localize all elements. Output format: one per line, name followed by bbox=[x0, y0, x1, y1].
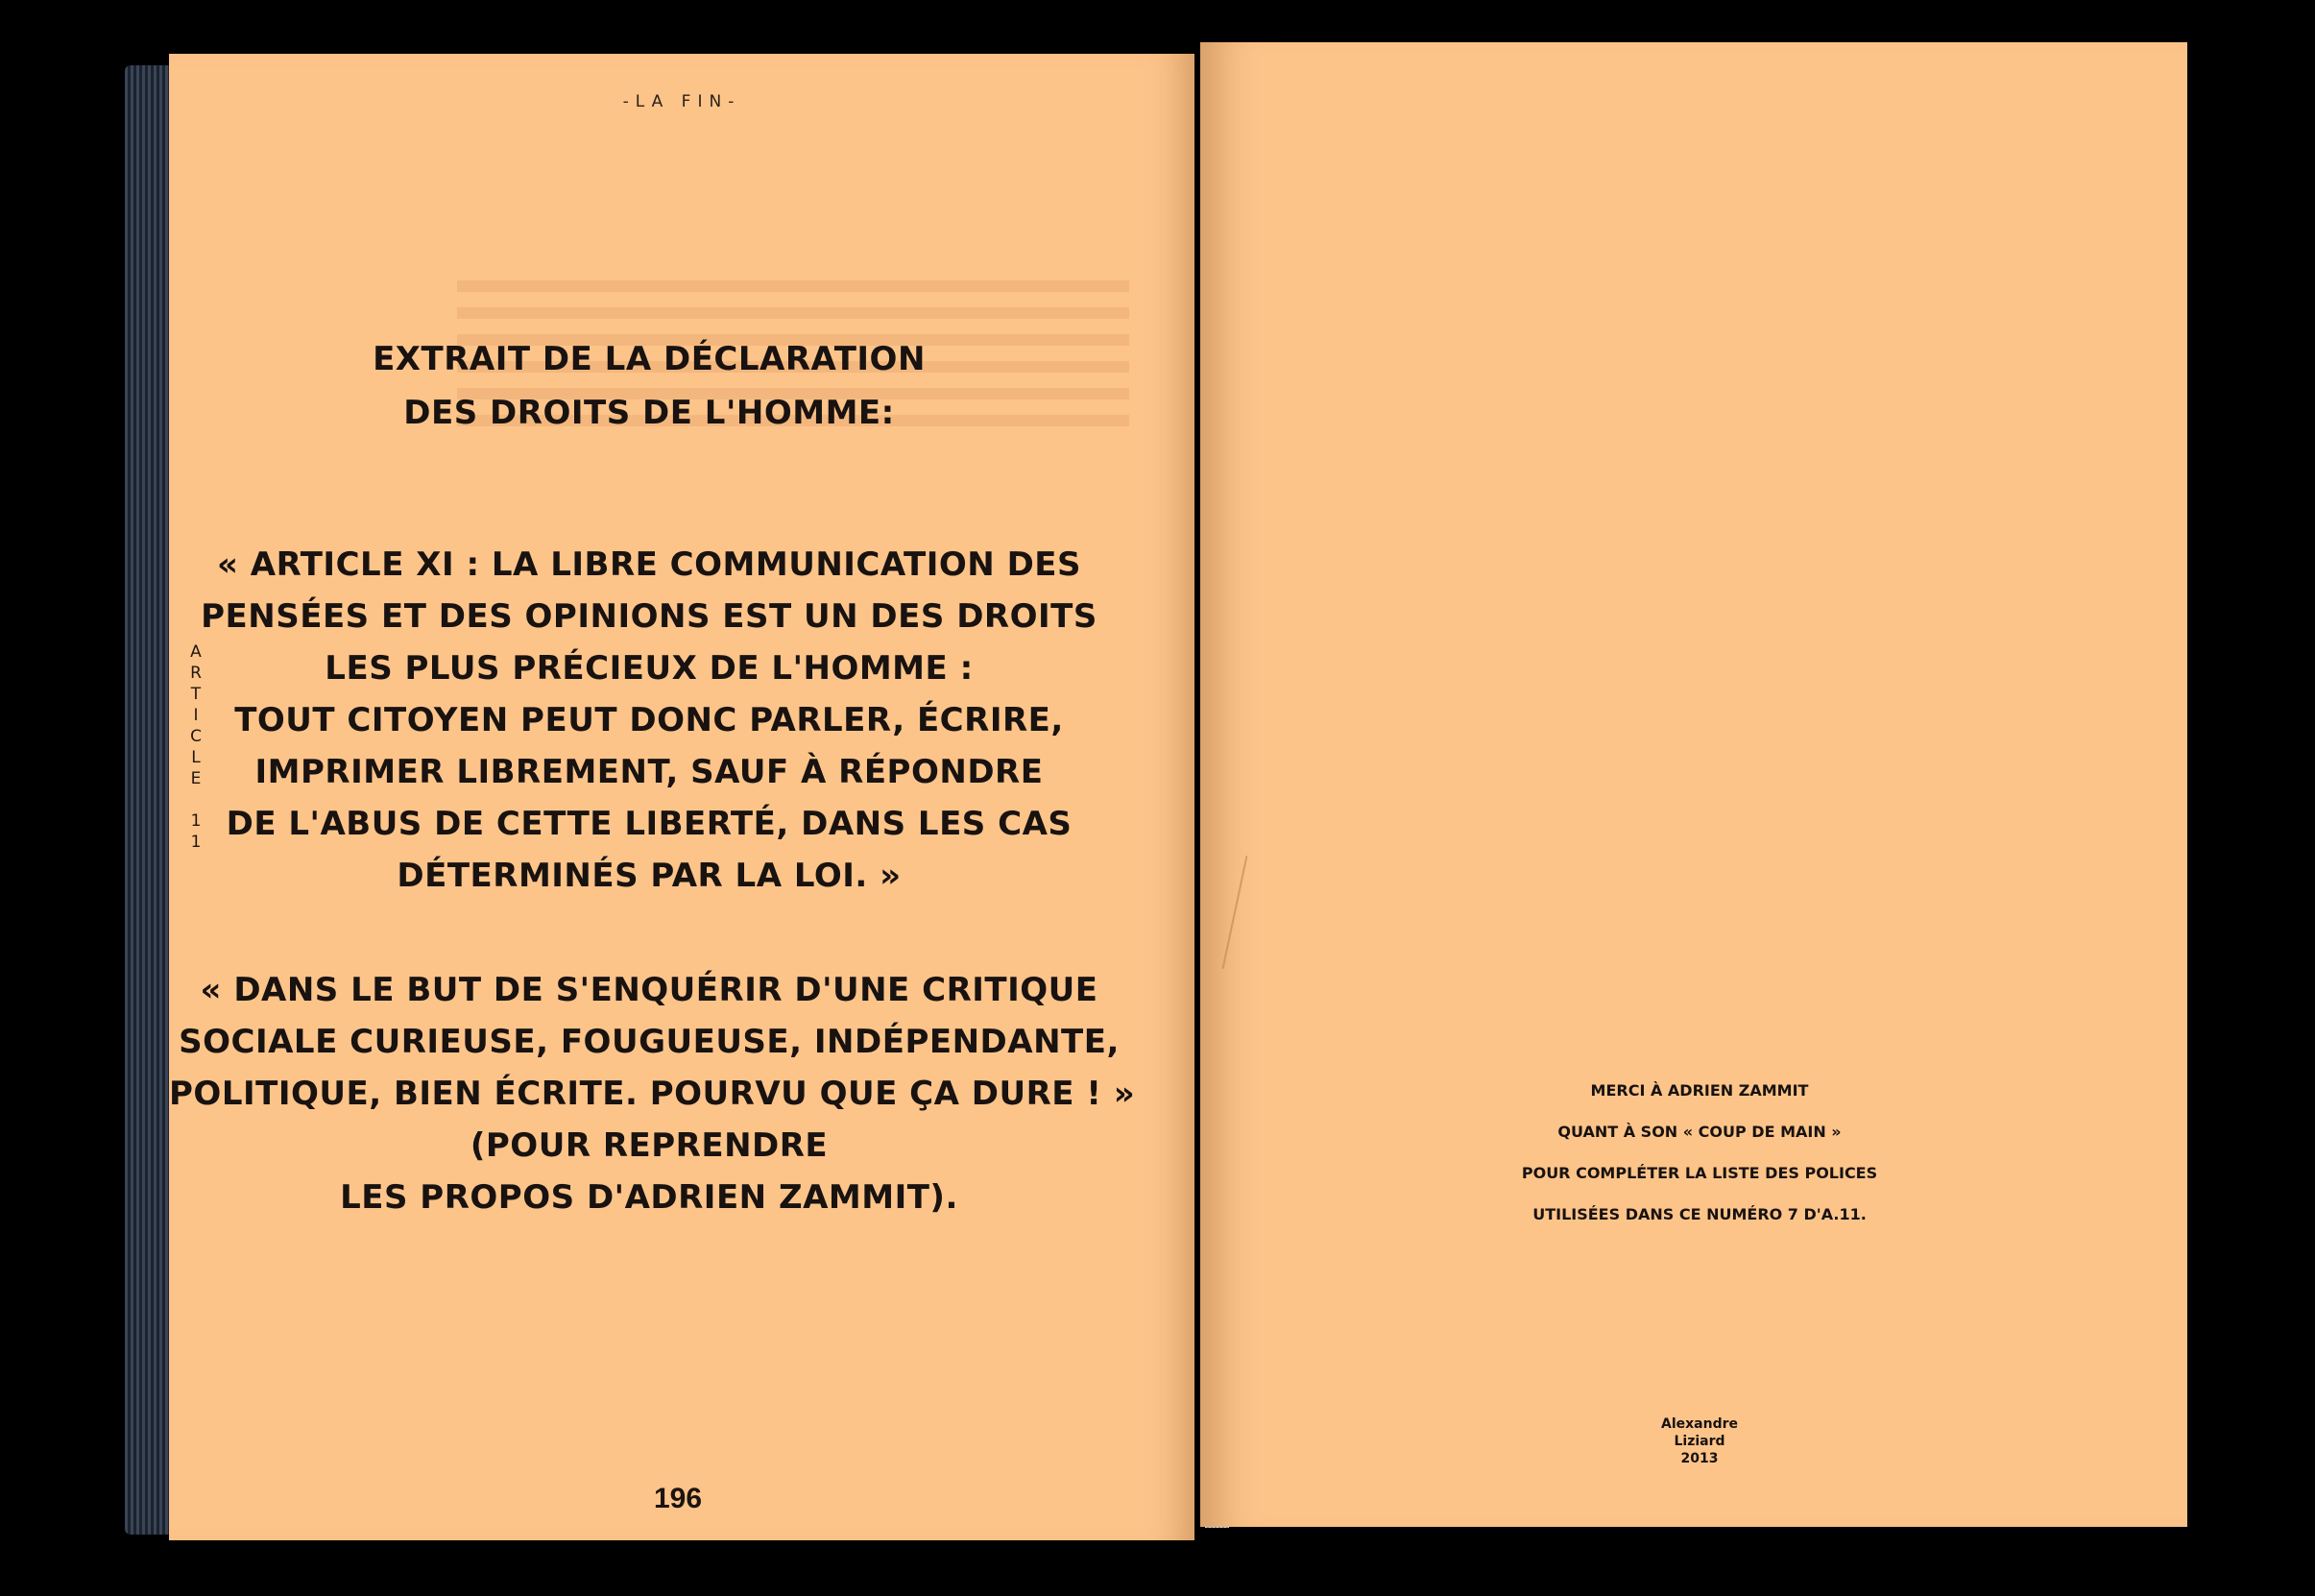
thanks-line: QUANT À SON « COUP DE MAIN » bbox=[1557, 1123, 1842, 1141]
declaration-heading bbox=[169, 332, 1129, 440]
thanks-line: MERCI À ADRIEN ZAMMIT bbox=[1590, 1081, 1809, 1100]
heading-line: DES DROITS DE L'HOMME: bbox=[403, 394, 895, 432]
article-line: « ARTICLE XI : LA LIBRE COMMUNICATION DES bbox=[216, 545, 1082, 584]
article-xi-quote bbox=[169, 539, 1129, 902]
vertical-article-label: A R T I C L E 1 1 bbox=[190, 642, 202, 852]
critique-line: « DANS LE BUT DE S'ENQUÉRIR D'UNE CRITIQUE bbox=[200, 971, 1098, 1009]
thanks-line: UTILISÉES DANS CE NUMÉRO 7 D'A.11. bbox=[1532, 1205, 1867, 1223]
heading-line: EXTRAIT DE LA DÉCLARATION bbox=[373, 340, 926, 378]
signature-line: 2013 bbox=[1680, 1451, 1719, 1466]
thanks-line: POUR COMPLÉTER LA LISTE DES POLICES bbox=[1521, 1164, 1878, 1182]
right-page bbox=[1200, 42, 2187, 1527]
acknowledgement bbox=[1392, 1070, 2007, 1235]
author-signature bbox=[1604, 1415, 1796, 1467]
article-line: IMPRIMER LIBREMENT, SAUF À RÉPONDRE bbox=[254, 753, 1044, 791]
running-head: -LA FIN- bbox=[622, 92, 741, 111]
article-line: TOUT CITOYEN PEUT DONC PARLER, ÉCRIRE, bbox=[234, 701, 1064, 739]
article-line: LES PLUS PRÉCIEUX DE L'HOMME : bbox=[325, 649, 974, 688]
article-line: PENSÉES ET DES OPINIONS EST UN DES DROITS bbox=[201, 597, 1097, 636]
critique-line: POLITIQUE, BIEN ÉCRITE. POURVU QUE ÇA DURE ! » bbox=[169, 1075, 1136, 1113]
article-line: DÉTERMINÉS PAR LA LOI. » bbox=[397, 857, 902, 895]
critique-line: (POUR REPRENDRE bbox=[470, 1126, 829, 1165]
critique-line: LES PROPOS D'ADRIEN ZAMMIT). bbox=[340, 1178, 958, 1217]
critique-quote bbox=[169, 964, 1136, 1223]
article-line: DE L'ABUS DE CETTE LIBERTÉ, DANS LES CAS bbox=[226, 805, 1073, 843]
left-page bbox=[169, 54, 1194, 1540]
signature-line: Liziard bbox=[1674, 1434, 1725, 1449]
signature-line: Alexandre bbox=[1661, 1416, 1738, 1432]
page-number: 196 bbox=[653, 1483, 703, 1514]
critique-line: SOCIALE CURIEUSE, FOUGUEUSE, INDÉPENDANTE, bbox=[179, 1023, 1120, 1061]
